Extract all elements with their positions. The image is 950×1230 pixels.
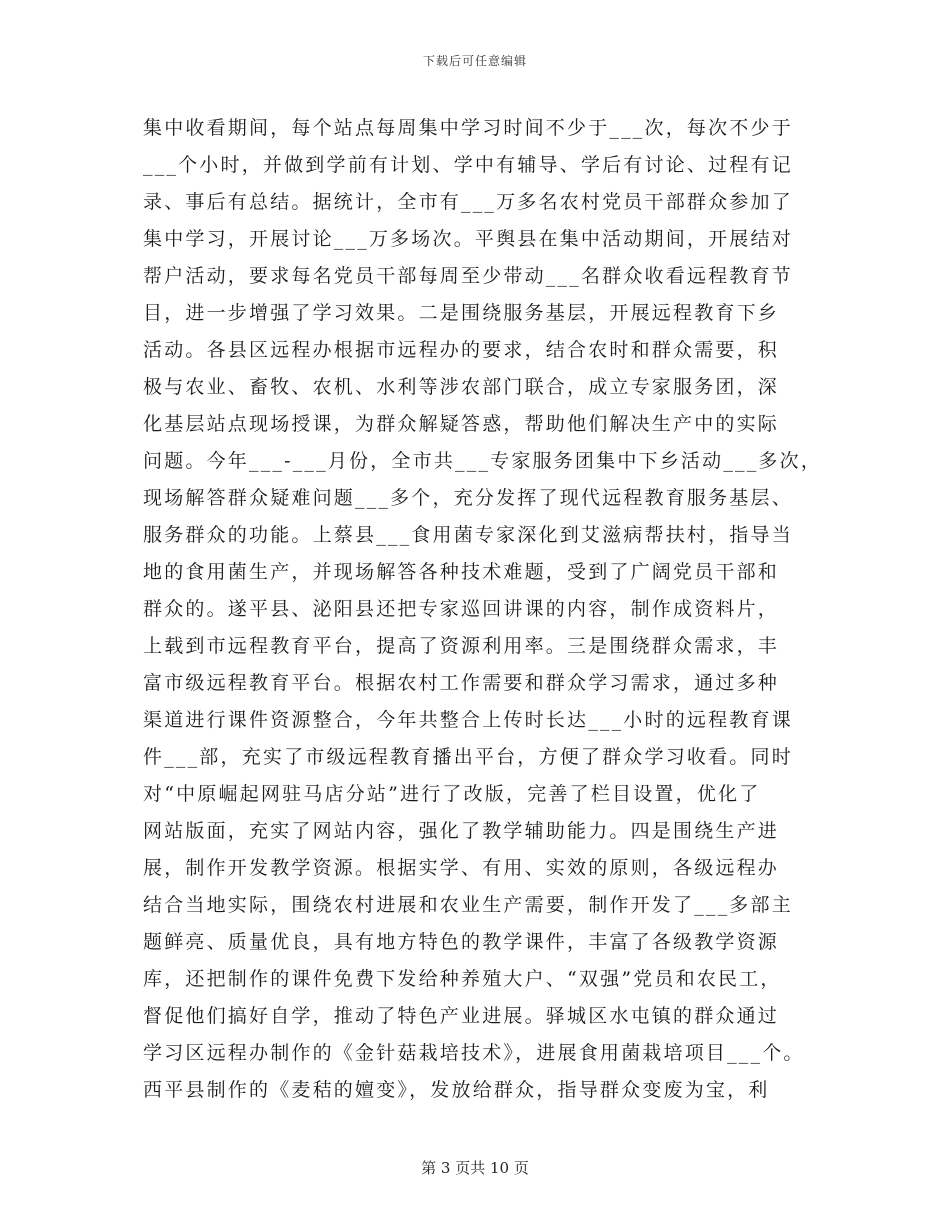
text-line: 督促他们搞好自学，推动了特色产业进展。驿城区水屯镇的群众通过: [143, 1005, 780, 1027]
text-line: 件___部，充实了市级远程教育播出平台，方便了群众学习收看。同时: [143, 746, 793, 768]
text-line: 极与农业、畜牧、农机、水利等涉农部门联合，成立专家服务团，深: [143, 376, 780, 398]
page-number: 第 3 页共 10 页: [421, 1159, 529, 1177]
text-line: 展，制作开发教学资源。根据实学、有用、实效的原则，各级远程办: [143, 857, 780, 879]
text-line: 对“中原崛起网驻马店分站”进行了改版，完善了栏目设置，优化了: [143, 783, 761, 805]
text-line: 库，还把制作的课件免费下发给种养殖大户、“双强”党员和农民工，: [143, 968, 782, 990]
document-body: [143, 110, 823, 1109]
text-line: 目，进一步增强了学习效果。二是围绕服务基层，开展远程教育下乡: [143, 302, 780, 324]
page-header: 下载后可任意编辑: [422, 54, 527, 68]
text-line: 现场解答群众疑难问题___多个，充分发挥了现代远程教育服务基层、: [143, 487, 793, 509]
text-line: 渠道进行课件资源整合，今年共整合上传时长达___小时的远程教育课: [143, 709, 793, 731]
text-line: 西平县制作的《麦秸的嬗变》，发放给群众，指导群众变废为宝，利: [143, 1079, 770, 1101]
text-line: 活动。各县区远程办根据市远程办的要求，结合农时和群众需要，积: [143, 339, 780, 361]
text-line: 化基层站点现场授课，为群众解疑答惑，帮助他们解决生产中的实际: [143, 413, 780, 435]
text-line: 地的食用菌生产，并现场解答各种技术难题，受到了广阔党员干部和: [143, 561, 780, 583]
text-line: 群众的。遂平县、泌阳县还把专家巡回讲课的内容，制作成资料片，: [143, 598, 780, 620]
text-line: 题鲜亮、质量优良，具有地方特色的教学课件，丰富了各级教学资源: [143, 931, 780, 953]
text-line: ___个小时，并做到学前有计划、学中有辅导、学后有讨论、过程有记: [143, 154, 793, 176]
text-line: 集中收看期间，每个站点每周集中学习时间不少于___次，每次不少于: [143, 117, 793, 139]
text-line: 问题。今年___-___月份，全市共___专家服务团集中下乡活动___多次，: [143, 450, 823, 472]
text-line: 网站版面，充实了网站内容，强化了教学辅助能力。四是围绕生产进: [143, 820, 780, 842]
text-line: 帮户活动，要求每名党员干部每周至少带动___名群众收看远程教育节: [143, 265, 793, 287]
text-line: 学习区远程办制作的《金针菇栽培技术》，进展食用菌栽培项目___个。: [143, 1042, 805, 1064]
text-line: 富市级远程教育平台。根据农村工作需要和群众学习需求，通过多种: [143, 672, 780, 694]
text-line: 结合当地实际，围绕农村进展和农业生产需要，制作开发了___多部主: [143, 894, 793, 916]
text-line: 上载到市远程教育平台，提高了资源利用率。三是围绕群众需求，丰: [143, 635, 780, 657]
text-line: 集中学习，开展讨论___万多场次。平舆县在集中活动期间，开展结对: [143, 228, 793, 250]
text-line: 录、事后有总结。据统计，全市有___万多名农村党员干部群众参加了: [143, 191, 793, 213]
text-line: 服务群众的功能。上蔡县___食用菌专家深化到艾滋病帮扶村，指导当: [143, 524, 793, 546]
